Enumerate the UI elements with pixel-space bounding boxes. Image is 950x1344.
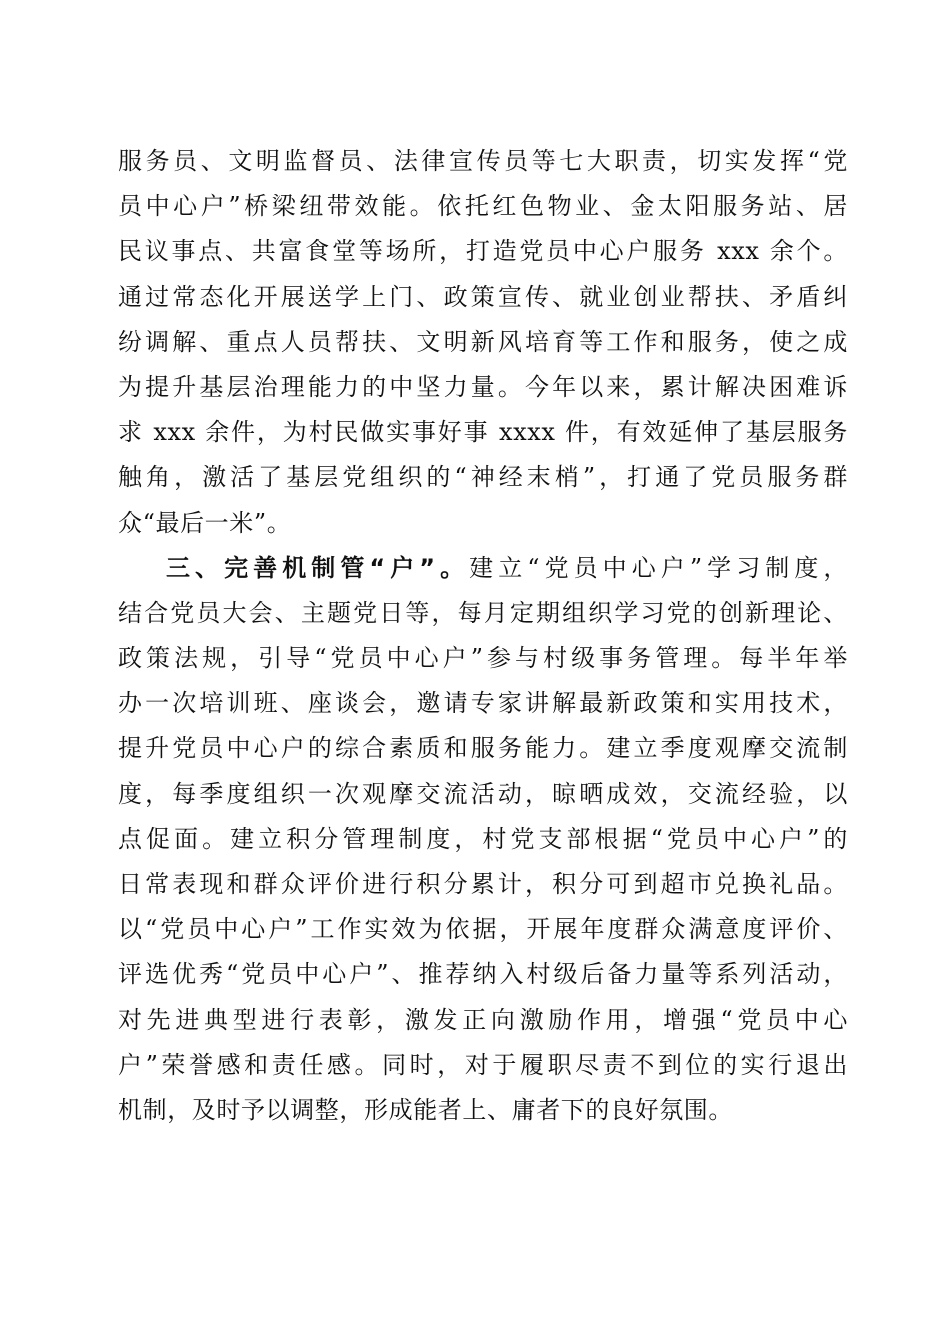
paragraph-line: 日常表现和群众评价进行积分累计，积分可到超市兑换礼品。 bbox=[118, 870, 848, 898]
paragraph-line: 度，每季度组织一次观摩交流活动，晾晒成效，交流经验，以 bbox=[118, 779, 848, 808]
paragraph-line: 结合党员大会、主题党日等，每月定期组织学习党的创新理论、 bbox=[118, 598, 848, 627]
paragraph-line: 求 xxx 余件，为村民做实事好事 xxxx 件，有效延伸了基层服务 bbox=[118, 418, 848, 447]
paragraph-first-line bbox=[118, 546, 848, 591]
paragraph-line: 对先进典型进行表彰，激发正向激励作用，增强“党员中心 bbox=[118, 1005, 848, 1034]
paragraph-line: 提升党员中心户的综合素质和服务能力。建立季度观摩交流制 bbox=[118, 734, 848, 763]
paragraph-line-rest: 建立“党员中心户”学习制度， bbox=[469, 553, 848, 582]
paragraph-line: 办一次培训班、座谈会，邀请专家讲解最新政策和实用技术， bbox=[118, 689, 848, 718]
paragraph-line: 以“党员中心户”工作实效为依据，开展年度群众满意度评价、 bbox=[118, 915, 848, 944]
paragraph-line: 众“最后一米”。 bbox=[118, 508, 292, 537]
paragraph-line: 点促面。建立积分管理制度，村党支部根据“党员中心户”的 bbox=[118, 824, 848, 853]
body-text bbox=[118, 139, 848, 1133]
paragraph-line: 服务员、文明监督员、法律宣传员等七大职责，切实发挥“党 bbox=[118, 147, 848, 175]
paragraph-line: 民议事点、共富食堂等场所，打造党员中心户服务 xxx 余个。 bbox=[118, 237, 848, 266]
paragraph-line: 户”荣誉感和责任感。同时，对于履职尽责不到位的实行退出 bbox=[118, 1050, 848, 1079]
paragraph-line: 机制，及时予以调整，形成能者上、庸者下的良好氛围。 bbox=[118, 1095, 733, 1124]
paragraph-2 bbox=[118, 546, 848, 1133]
paragraph-line: 纷调解、重点人员帮扶、文明新风培育等工作和服务，使之成 bbox=[118, 327, 848, 356]
paragraph-line: 员中心户”桥梁纽带效能。依托红色物业、金太阳服务站、居 bbox=[118, 192, 848, 221]
paragraph-line: 评选优秀“党员中心户”、推荐纳入村级后备力量等系列活动， bbox=[118, 960, 848, 989]
paragraph-1 bbox=[118, 139, 848, 546]
paragraph-line: 触角，激活了基层党组织的“神经末梢”，打通了党员服务群 bbox=[118, 463, 848, 492]
paragraph-line: 通过常态化开展送学上门、政策宣传、就业创业帮扶、矛盾纠 bbox=[118, 282, 848, 311]
paragraph-line: 为提升基层治理能力的中坚力量。今年以来，累计解决困难诉 bbox=[118, 372, 848, 401]
section-heading: 三、完善机制管“户”。 bbox=[166, 553, 470, 582]
paragraph-line: 政策法规，引导“党员中心户”参与村级事务管理。每半年举 bbox=[118, 644, 848, 673]
